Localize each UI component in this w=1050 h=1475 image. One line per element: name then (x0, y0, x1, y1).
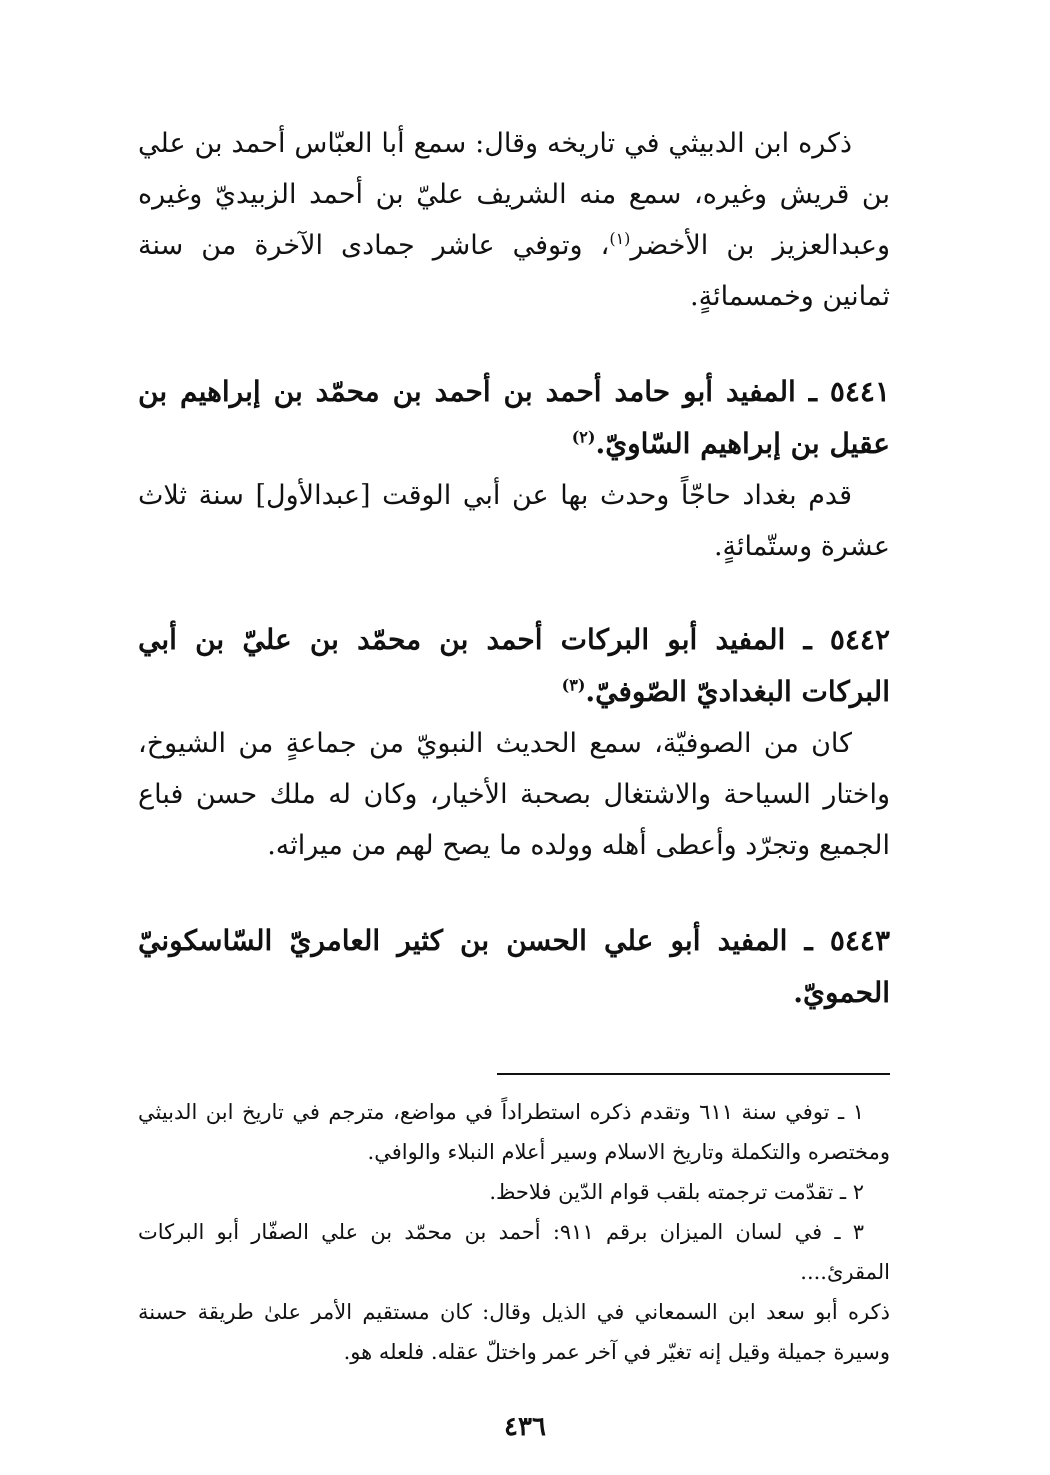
footnotes (138, 1092, 890, 1372)
entry-5443-heading: ٥٤٤٣ ـ المفيد أبو علي الحسن بن كثير العامريّ السّاسكونيّ الحمويّ. (138, 924, 890, 1009)
entry-5442-heading-text: ٥٤٤٢ ـ المفيد أبو البركات أحمد بن محمّد بن عليّ بن أبي البركات البغداديّ الصّوفيّ. (138, 623, 890, 708)
entry-5441-heading-text: ٥٤٤١ ـ المفيد أبو حامد أحمد بن أحمد بن محمّد بن إبراهيم بن عقيل بن إبراهيم السّاويّ. (138, 375, 890, 460)
footnote-ref-3: (٣) (561, 675, 586, 695)
main-text (138, 118, 890, 1019)
footnote-3-line-1: ٣ ـ في لسان الميزان برقم ٩١١: أحمد بن محمّد بن علي الصفّار أبو البركات المقرئ.... (138, 1220, 890, 1284)
entry-5442-body: كان من الصوفيّة، سمع الحديث النبويّ من جماعةٍ من الشيوخ، واختار السياحة والاشتغال بصحبة الأخيار، وكان له ملك حسن فباع الجميع وتجرّد وأعطى أهله وولده ما يصح لهم من ميراثه. (138, 728, 890, 861)
footnote-ref-1: (١) (609, 229, 631, 248)
intro-text-b: ، وتوفي عاشر جمادى الآخرة من سنة ثمانين وخمسمائةٍ. (138, 230, 890, 312)
intro-paragraph (138, 118, 890, 322)
footnote-3-line-2: ذكره أبو سعد ابن السمعاني في الذيل وقال: كان مستقيم الأمر علىٰ طريقة حسنة وسيرة جميلة وقيل إنه تغيّر في آخر عمر واختلّ عقله. فلعله هو. (138, 1300, 890, 1364)
entry-5442-heading (138, 614, 890, 718)
footnote-2: ٢ ـ تقدّمت ترجمته بلقب قوام الدّين فلاحظ. (489, 1180, 864, 1204)
intro-text-a: ذكره ابن الدبيثي في تاريخه وقال: سمع أبا العبّاس أحمد بن علي بن قريش وغيره، سمع منه الشريف عليّ بن أحمد الزبيديّ وغيره وعبدالعزيز بن الأخضر (138, 128, 890, 261)
entry-5441-heading (138, 366, 890, 470)
page-number: ٤٣٦ (504, 1412, 546, 1442)
footnote-1: ١ ـ توفي سنة ٦١١ وتقدم ذكره استطراداً في مواضع، مترجم في تاريخ ابن الدبيثي ومختصره والتكملة وتاريخ الاسلام وسير أعلام النبلاء والوافي. (138, 1100, 890, 1164)
footnote-divider (497, 1073, 890, 1075)
entry-5441-body: قدم بغداد حاجّاً وحدث بها عن أبي الوقت [عبدالأول] سنة ثلاث عشرة وستّمائةٍ. (138, 480, 890, 562)
footnote-ref-2: (٢) (571, 427, 596, 447)
